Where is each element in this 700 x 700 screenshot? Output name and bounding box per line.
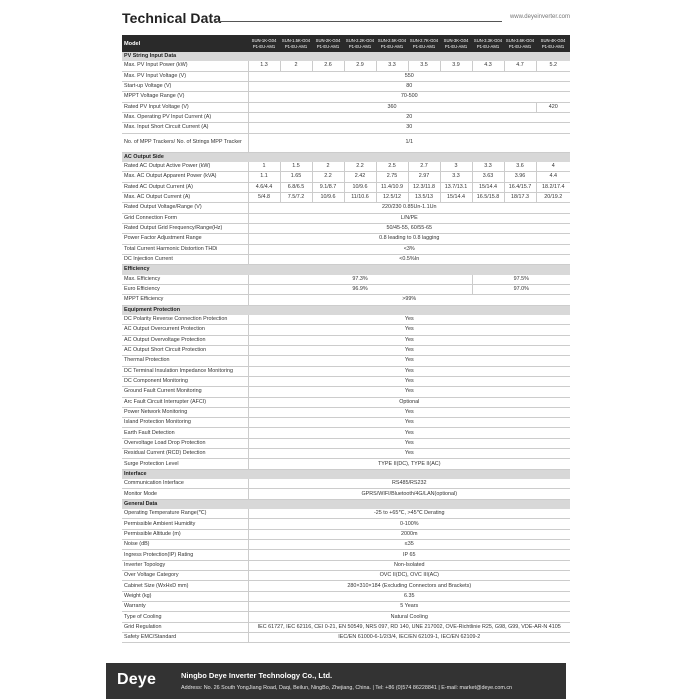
- spec-value: <3%: [248, 244, 570, 254]
- spec-row: [122, 81, 570, 91]
- spec-value: 0.8 leading to 0.8 lagging: [248, 234, 570, 244]
- spec-value: IP 65: [248, 550, 570, 560]
- spec-value: 97.3%: [248, 275, 472, 285]
- spec-row: [122, 376, 570, 386]
- spec-value: 3.63: [472, 172, 504, 182]
- model-name: SUN-1K-G04 P1-EU-AM1: [248, 35, 280, 52]
- spec-label: No. of MPP Trackers/ No. of Strings MPP Tracker: [122, 133, 248, 152]
- spec-value: 15/14.4: [472, 182, 504, 192]
- spec-label: Ingress Protection(IP) Rating: [122, 550, 248, 560]
- section-header: [122, 499, 570, 509]
- spec-row: [122, 335, 570, 345]
- spec-row: [122, 438, 570, 448]
- spec-value: 30: [248, 123, 570, 133]
- spec-row: [122, 633, 570, 643]
- spec-value: 3.5: [408, 61, 440, 71]
- spec-value: Natural Cooling: [248, 612, 570, 622]
- company-name: Ningbo Deye Inverter Technology Co., Ltd.: [181, 671, 333, 680]
- spec-label: Earth Fault Detection: [122, 428, 248, 438]
- model-name: SUN-2.2K-G04 P1-EU-AM1: [344, 35, 376, 52]
- spec-row: [122, 622, 570, 632]
- spec-label: Over Voltage Category: [122, 571, 248, 581]
- spec-value: 1.5: [280, 162, 312, 172]
- spec-label: Max. Input Short Circuit Current (A): [122, 123, 248, 133]
- model-name: SUN-3.3K-G04 P1-EU-AM1: [472, 35, 504, 52]
- footer: [106, 663, 566, 699]
- model-name: SUN-1.5K-G04 P1-EU-AM1: [280, 35, 312, 52]
- spec-label: Communication Interface: [122, 479, 248, 489]
- spec-value: 3.9: [440, 61, 472, 71]
- spec-value: 4.4: [536, 172, 570, 182]
- spec-value: 280×310×184 (Excluding Connectors and Brackets): [248, 581, 570, 591]
- spec-label: Total Current Harmonic Distortion THDi: [122, 244, 248, 254]
- section-title: General Data: [122, 499, 570, 509]
- spec-label: Residual Current (RCD) Detection: [122, 449, 248, 459]
- spec-value: Yes: [248, 325, 570, 335]
- spec-label: DC Component Monitoring: [122, 376, 248, 386]
- spec-row: [122, 366, 570, 376]
- spec-value: 11/10.6: [344, 192, 376, 202]
- spec-value: >99%: [248, 295, 570, 305]
- spec-value: 15/14.4: [440, 192, 472, 202]
- spec-label: Power Factor Adjustment Range: [122, 234, 248, 244]
- spec-value: 2.7: [408, 162, 440, 172]
- spec-label: AC Output Overcurrent Protection: [122, 325, 248, 335]
- spec-value: 11.4/10.9: [376, 182, 408, 192]
- spec-row: [122, 213, 570, 223]
- spec-value: 2.97: [408, 172, 440, 182]
- spec-row: [122, 244, 570, 254]
- section-title: PV String Input Data: [122, 52, 570, 61]
- spec-row: [122, 612, 570, 622]
- spec-value: ≤35: [248, 540, 570, 550]
- spec-label: MPPT Efficiency: [122, 295, 248, 305]
- spec-label: Safety EMC/Standard: [122, 633, 248, 643]
- spec-value: 2: [280, 61, 312, 71]
- spec-value: 6.8/6.5: [280, 182, 312, 192]
- section-title: Efficiency: [122, 265, 570, 275]
- model-name: SUN-3.6K-G04 P1-EU-AM1: [504, 35, 536, 52]
- spec-label: Rated Output Grid Frequency/Range(Hz): [122, 223, 248, 233]
- spec-row: [122, 203, 570, 213]
- spec-row: [122, 133, 570, 152]
- spec-label: Grid Connection Form: [122, 213, 248, 223]
- model-name: SUN-4K-G04 P1-EU-AM1: [536, 35, 570, 52]
- spec-row: [122, 602, 570, 612]
- spec-value: 3.6: [504, 162, 536, 172]
- spec-value: 12.5/12: [376, 192, 408, 202]
- spec-label: DC Injection Current: [122, 254, 248, 264]
- title-divider: [214, 21, 502, 22]
- spec-label: Rated Output Voltage/Range (V): [122, 203, 248, 213]
- spec-label: Permissible Altitude (m): [122, 529, 248, 539]
- spec-row: [122, 356, 570, 366]
- spec-value: 2.75: [376, 172, 408, 182]
- spec-value: 5.2: [536, 61, 570, 71]
- spec-row: [122, 182, 570, 192]
- spec-value: 1/1: [248, 133, 570, 152]
- spec-row: [122, 192, 570, 202]
- spec-value: -25 to +65℃, >45℃ Derating: [248, 509, 570, 519]
- spec-value: 420: [536, 102, 570, 112]
- spec-row: [122, 71, 570, 81]
- spec-row: [122, 254, 570, 264]
- spec-value: 3: [440, 162, 472, 172]
- page-header: [122, 10, 570, 30]
- spec-row: [122, 509, 570, 519]
- spec-label: Max. AC Output Apparent Power (kVA): [122, 172, 248, 182]
- spec-value: 2.2: [344, 162, 376, 172]
- spec-value: 6.35: [248, 591, 570, 601]
- spec-value: 360: [248, 102, 536, 112]
- page-title: Technical Data: [122, 10, 222, 26]
- spec-value: Yes: [248, 315, 570, 325]
- spec-row: [122, 123, 570, 133]
- spec-value: 2.9: [344, 61, 376, 71]
- spec-label: Max. PV Input Power (kW): [122, 61, 248, 71]
- spec-value: 12.3/11.8: [408, 182, 440, 192]
- table-body: [122, 35, 570, 643]
- spec-label: Power Network Monitoring: [122, 407, 248, 417]
- spec-row: [122, 449, 570, 459]
- spec-label: DC Polarity Reverse Connection Protection: [122, 315, 248, 325]
- spec-label: Max. AC Output Current (A): [122, 192, 248, 202]
- spec-value: 18.2/17.4: [536, 182, 570, 192]
- spec-value: Yes: [248, 387, 570, 397]
- spec-value: 3.3: [376, 61, 408, 71]
- section-title: AC Output Side: [122, 152, 570, 162]
- spec-row: [122, 459, 570, 469]
- spec-value: 18/17.3: [504, 192, 536, 202]
- spec-row: [122, 275, 570, 285]
- spec-label: Start-up Voltage (V): [122, 81, 248, 91]
- spec-value: 1.65: [280, 172, 312, 182]
- spec-row: [122, 397, 570, 407]
- spec-label: AC Output Overvoltage Protection: [122, 335, 248, 345]
- spec-row: [122, 284, 570, 294]
- spec-value: 2: [312, 162, 344, 172]
- spec-label: Max. PV Input Voltage (V): [122, 71, 248, 81]
- spec-row: [122, 479, 570, 489]
- spec-value: 4: [536, 162, 570, 172]
- spec-row: [122, 407, 570, 417]
- spec-label: Warranty: [122, 602, 248, 612]
- spec-row: [122, 172, 570, 182]
- spec-row: [122, 428, 570, 438]
- spec-row: [122, 550, 570, 560]
- spec-label: Grid Regulation: [122, 622, 248, 632]
- spec-value: 550: [248, 71, 570, 81]
- spec-value: 13.7/13.1: [440, 182, 472, 192]
- spec-value: 97.0%: [472, 284, 570, 294]
- spec-row: [122, 560, 570, 570]
- spec-value: 1.1: [248, 172, 280, 182]
- model-name: SUN-2.7K-G04 P1-EU-AM1: [408, 35, 440, 52]
- spec-value: 96.9%: [248, 284, 472, 294]
- section-header: [122, 152, 570, 162]
- model-row: [122, 35, 570, 52]
- website-url: www.deyeinverter.com: [509, 14, 570, 20]
- spec-label: Monitor Mode: [122, 489, 248, 499]
- spec-value: OVC II(DC), OVC III(AC): [248, 571, 570, 581]
- spec-label: Cabinet Size (WxHxD mm): [122, 581, 248, 591]
- spec-value: 4.3: [472, 61, 504, 71]
- section-header: [122, 305, 570, 315]
- spec-row: [122, 315, 570, 325]
- section-header: [122, 52, 570, 61]
- spec-value: Yes: [248, 376, 570, 386]
- spec-label: Rated PV Input Voltage (V): [122, 102, 248, 112]
- spec-label: DC Terminal Insulation Impedance Monitoring: [122, 366, 248, 376]
- spec-value: Yes: [248, 356, 570, 366]
- technical-data-table: [122, 35, 570, 643]
- brand-logo: [106, 663, 160, 699]
- model-name: SUN-3K-G04 P1-EU-AM1: [440, 35, 472, 52]
- spec-value: Yes: [248, 428, 570, 438]
- spec-row: [122, 325, 570, 335]
- spec-value: GPRS/WIFI/Bluetooth/4G/LAN(optional): [248, 489, 570, 499]
- section-header: [122, 265, 570, 275]
- logo-wordmark: Deye: [117, 671, 157, 688]
- spec-row: [122, 223, 570, 233]
- spec-value: Optional: [248, 397, 570, 407]
- spec-value: 10/9.6: [312, 192, 344, 202]
- spec-label: Operating Temperature Range(℃): [122, 509, 248, 519]
- spec-row: [122, 529, 570, 539]
- section-title: Interface: [122, 469, 570, 479]
- spec-value: 4.6/4.4: [248, 182, 280, 192]
- spec-value: 20/19.2: [536, 192, 570, 202]
- spec-value: Non-Isolated: [248, 560, 570, 570]
- spec-value: Yes: [248, 418, 570, 428]
- spec-row: [122, 295, 570, 305]
- spec-label: Euro Efficiency: [122, 284, 248, 294]
- spec-value: 1: [248, 162, 280, 172]
- spec-value: 10/9.6: [344, 182, 376, 192]
- spec-row: [122, 387, 570, 397]
- spec-value: 0-100%: [248, 519, 570, 529]
- spec-value: 3.3: [472, 162, 504, 172]
- spec-value: 16.4/15.7: [504, 182, 536, 192]
- model-label: Model: [122, 35, 248, 52]
- spec-label: Type of Cooling: [122, 612, 248, 622]
- spec-value: Yes: [248, 449, 570, 459]
- spec-value: 70-500: [248, 92, 570, 102]
- spec-label: Overvoltage Load Drop Protection: [122, 438, 248, 448]
- spec-value: 80: [248, 81, 570, 91]
- spec-label: Arc Fault Circuit Interrupter (AFCI): [122, 397, 248, 407]
- company-address: Address: No. 26 South YongJiang Road, Daqi, Beilun, NingBo, Zhejiang, China. | Tel: +86 (0)574 86228841 | E-mail: market@deye.com.cn: [181, 685, 513, 691]
- spec-label: Thermal Protection: [122, 356, 248, 366]
- spec-value: 4.7: [504, 61, 536, 71]
- spec-value: IEC 61727, IEC 62116, CEI 0-21, EN 50549, NRS 097, RD 140, UNE 217002, OVE-Richtlinie R25, G98, G99, VDE-AR-N 4105: [248, 622, 570, 632]
- spec-row: [122, 162, 570, 172]
- spec-label: Max. Operating PV Input Current (A): [122, 112, 248, 122]
- spec-row: [122, 61, 570, 71]
- spec-value: 2.2: [312, 172, 344, 182]
- spec-value: 97.5%: [472, 275, 570, 285]
- spec-value: Yes: [248, 438, 570, 448]
- spec-value: Yes: [248, 366, 570, 376]
- spec-row: [122, 418, 570, 428]
- spec-label: Surge Protection Level: [122, 459, 248, 469]
- spec-row: [122, 581, 570, 591]
- spec-label: Ground Fault Current Monitoring: [122, 387, 248, 397]
- spec-label: Noise (dB): [122, 540, 248, 550]
- spec-value: 2000m: [248, 529, 570, 539]
- section-title: Equipment Protection: [122, 305, 570, 315]
- spec-label: MPPT Voltage Range (V): [122, 92, 248, 102]
- spec-value: L/N/PE: [248, 213, 570, 223]
- spec-value: 1.3: [248, 61, 280, 71]
- spec-value: 13.5/13: [408, 192, 440, 202]
- spec-value: RS485/RS232: [248, 479, 570, 489]
- spec-value: 3.96: [504, 172, 536, 182]
- spec-row: [122, 489, 570, 499]
- spec-row: [122, 540, 570, 550]
- spec-value: IEC/EN 61000-6-1/2/3/4, IEC/EN 62109-1, IEC/EN 62109-2: [248, 633, 570, 643]
- spec-value: 16.5/15.8: [472, 192, 504, 202]
- spec-value: 2.42: [344, 172, 376, 182]
- spec-label: Rated AC Output Current (A): [122, 182, 248, 192]
- spec-value: 7.5/7.2: [280, 192, 312, 202]
- spec-value: 20: [248, 112, 570, 122]
- spec-label: Max. Efficiency: [122, 275, 248, 285]
- spec-label: Rated AC Output Active Power (kW): [122, 162, 248, 172]
- spec-value: 3.3: [440, 172, 472, 182]
- spec-row: [122, 102, 570, 112]
- spec-value: Yes: [248, 335, 570, 345]
- spec-row: [122, 571, 570, 581]
- spec-value: 220/230 0.85Un-1.1Un: [248, 203, 570, 213]
- spec-value: 2.5: [376, 162, 408, 172]
- spec-row: [122, 234, 570, 244]
- spec-value: 50/45-55, 60/55-65: [248, 223, 570, 233]
- spec-row: [122, 591, 570, 601]
- spec-value: 5 Years: [248, 602, 570, 612]
- spec-label: Inverter Topology: [122, 560, 248, 570]
- spec-label: Permissible Ambient Humidity: [122, 519, 248, 529]
- spec-value: 2.6: [312, 61, 344, 71]
- spec-label: AC Output Short Circuit Protection: [122, 345, 248, 355]
- section-header: [122, 469, 570, 479]
- model-name: SUN-2.5K-G04 P1-EU-AM1: [376, 35, 408, 52]
- spec-row: [122, 112, 570, 122]
- spec-value: TYPE II(DC), TYPE II(AC): [248, 459, 570, 469]
- spec-value: Yes: [248, 345, 570, 355]
- spec-value: <0.5%In: [248, 254, 570, 264]
- spec-value: Yes: [248, 407, 570, 417]
- spec-value: 9.1/8.7: [312, 182, 344, 192]
- spec-row: [122, 345, 570, 355]
- spec-label: Weight (kg): [122, 591, 248, 601]
- model-name: SUN-2K-G04 P1-EU-AM1: [312, 35, 344, 52]
- spec-row: [122, 519, 570, 529]
- spec-value: 5/4.8: [248, 192, 280, 202]
- spec-label: Island Protection Monitoring: [122, 418, 248, 428]
- spec-row: [122, 92, 570, 102]
